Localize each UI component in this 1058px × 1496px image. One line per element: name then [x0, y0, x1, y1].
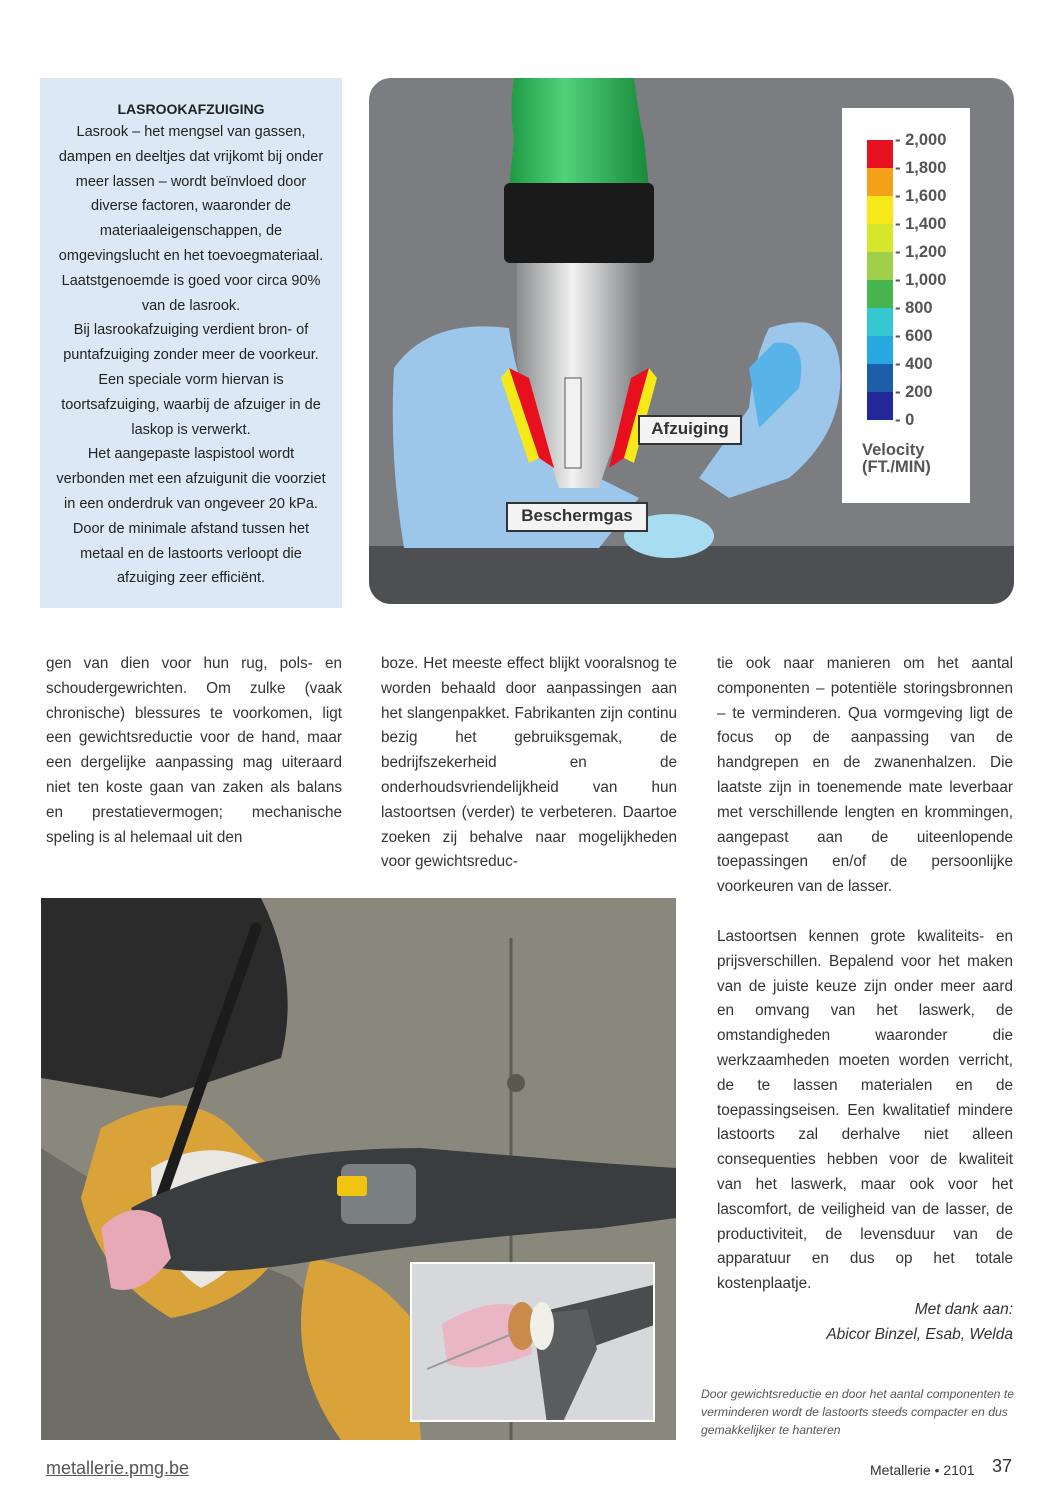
- label-shield-gas: Beschermgas: [521, 506, 633, 525]
- footer-magazine-issue: Metallerie • 2101: [870, 1462, 975, 1478]
- label-extraction: Afzuiging: [651, 419, 729, 438]
- legend-color-swatch: [867, 252, 893, 280]
- text-column-2: [381, 652, 677, 875]
- legend-color-swatch: [867, 392, 893, 420]
- acknowledgement: [717, 1297, 1013, 1347]
- legend-title-line2: (FT./MIN): [862, 458, 931, 476]
- legend-color-swatch: [867, 140, 893, 168]
- sidebar-box: [40, 78, 342, 608]
- column-1-text: gen van dien voor hun rug, pols- en schoudergewrichten. Om zulke (vaak chronische) blessures te voorkomen, ligt een gewichtsreductie voor de hand, maar een dergelijke aanpassing mag uiteraard niet ten koste gaan van zaken als balans en prestatievermogen; mechanische speling is al helemaal uit den: [46, 655, 342, 846]
- legend-tick-label: - 1,200: [895, 243, 947, 261]
- torch-logo: [337, 1176, 367, 1196]
- legend-tick-label: - 0: [895, 411, 915, 429]
- sidebar-paragraph: Het aangepaste laspistool wordt verbonden met een afzuigunit die voorziet in een onderdruk van ongeveer 20 kPa. Door de minimale afstand tussen het metaal en de lastoorts verloopt die afzuiging zeer efficiënt.: [56, 446, 326, 587]
- legend-color-swatch: [867, 364, 893, 392]
- legend-tick-label: - 800: [895, 299, 933, 317]
- legend-title: [862, 442, 931, 476]
- legend-tick-label: - 1,000: [895, 271, 947, 289]
- sidebar-paragraph: Bij lasrookafzuiging verdient bron- of puntafzuiging zonder meer de voorkeur. Een speciale vorm hiervan is toortsafzuiging, waarbij de afzuiger in de laskop is verwerkt.: [61, 322, 321, 438]
- torch-inset-photo: [410, 1262, 655, 1422]
- legend-tick-label: - 1,400: [895, 215, 947, 233]
- legend-color-swatch: [867, 336, 893, 364]
- thanks-heading: Met dank aan:: [914, 1300, 1013, 1318]
- legend-tick-label: - 1,800: [895, 159, 947, 177]
- footer-website-link[interactable]: metallerie.pmg.be: [46, 1458, 190, 1478]
- torch-inset-graphic: [412, 1264, 655, 1422]
- sidebar-paragraph: Lasrook – het mengsel van gassen, dampen en deeltjes dat vrijkomt bij onder meer lassen – wordt beïnvloed door diverse factoren, waaronder de materiaaleigenschappen, de omgevingslucht en het toevoegmateriaal. Laatstgenoemde is goed voor circa 90% van de lasrook.: [58, 124, 324, 314]
- page-number: 37: [992, 1456, 1013, 1476]
- thanks-names: Abicor Binzel, Esab, Welda: [826, 1325, 1013, 1343]
- legend-color-swatch: [867, 224, 893, 252]
- legend-color-swatch: [867, 308, 893, 336]
- legend-color-swatch: [867, 168, 893, 196]
- legend-title-line1: Velocity: [862, 441, 925, 459]
- torch-collar: [504, 183, 654, 263]
- legend-tick-label: - 400: [895, 355, 933, 373]
- legend-color-swatch: [867, 196, 893, 224]
- column-3-paragraph-2: Lastoortsen kennen grote kwaliteits- en prijsverschillen. Bepalend voor het maken van de juiste keuze zijn onder meer aard en omvang van het laswerk, de omstandigheden waaronder die werkzaamheden moeten worden verricht, de te lassen materialen en de toepassingseisen. Een kwalitatief mindere lastoorts zal derhalve niet alleen consequenties hebben voor de kwaliteit van het laswerk, maar ook voor het lascomfort, de veiligheid van de lasser, de productiviteit, de levensduur van de apparatuur en dus op het totale kostenplaatje.: [717, 927, 1013, 1293]
- electrode: [565, 378, 581, 468]
- legend-tick-label: - 2,000: [895, 131, 947, 149]
- text-column-1: [46, 652, 342, 850]
- hose: [509, 78, 649, 188]
- legend-tick-label: - 600: [895, 327, 933, 345]
- velocity-diagram: [369, 78, 1014, 604]
- torch-photo: [41, 898, 676, 1440]
- photo-caption: Door gewichtsreductie en door het aantal componenten te verminderen wordt de lastoorts steeds compacter en dus gemakkelijker te hanteren: [701, 1387, 1015, 1437]
- sidebar-title: LASROOKAFZUIGING: [117, 101, 265, 117]
- column-3-paragraph-1: tie ook naar manieren om het aantal componenten – potentiële storingsbronnen – te verminderen. Qua vormgeving ligt de focus op de aanpassing van de handgrepen en de zwanenhalzen. Die laatste zijn in toenemende mate leverbaar met verschillende lengten en krommingen, aangepast aan de uiteenlopende toepassingen en/of de persoonlijke voorkeuren van de lasser.: [717, 655, 1013, 896]
- legend-color-bar: [867, 140, 893, 420]
- column-2-text: boze. Het meeste effect blijkt vooralsnog te worden behaald door aanpassingen aan het slangenpakket. Fabrikanten zijn continu bezig het gebruiksgemak, de bedrijfszekerheid en de onderhoudsvriendelijkheid van hun lastoortsen (verder) te verbeteren. Daartoe zoeken zij behalve naar mogelijkheden voor gewichtsreduc-: [381, 655, 677, 871]
- legend-tick-label: - 1,600: [895, 187, 947, 205]
- text-column-3: [717, 652, 1013, 1347]
- legend-tick-label: - 200: [895, 383, 933, 401]
- legend-color-swatch: [867, 280, 893, 308]
